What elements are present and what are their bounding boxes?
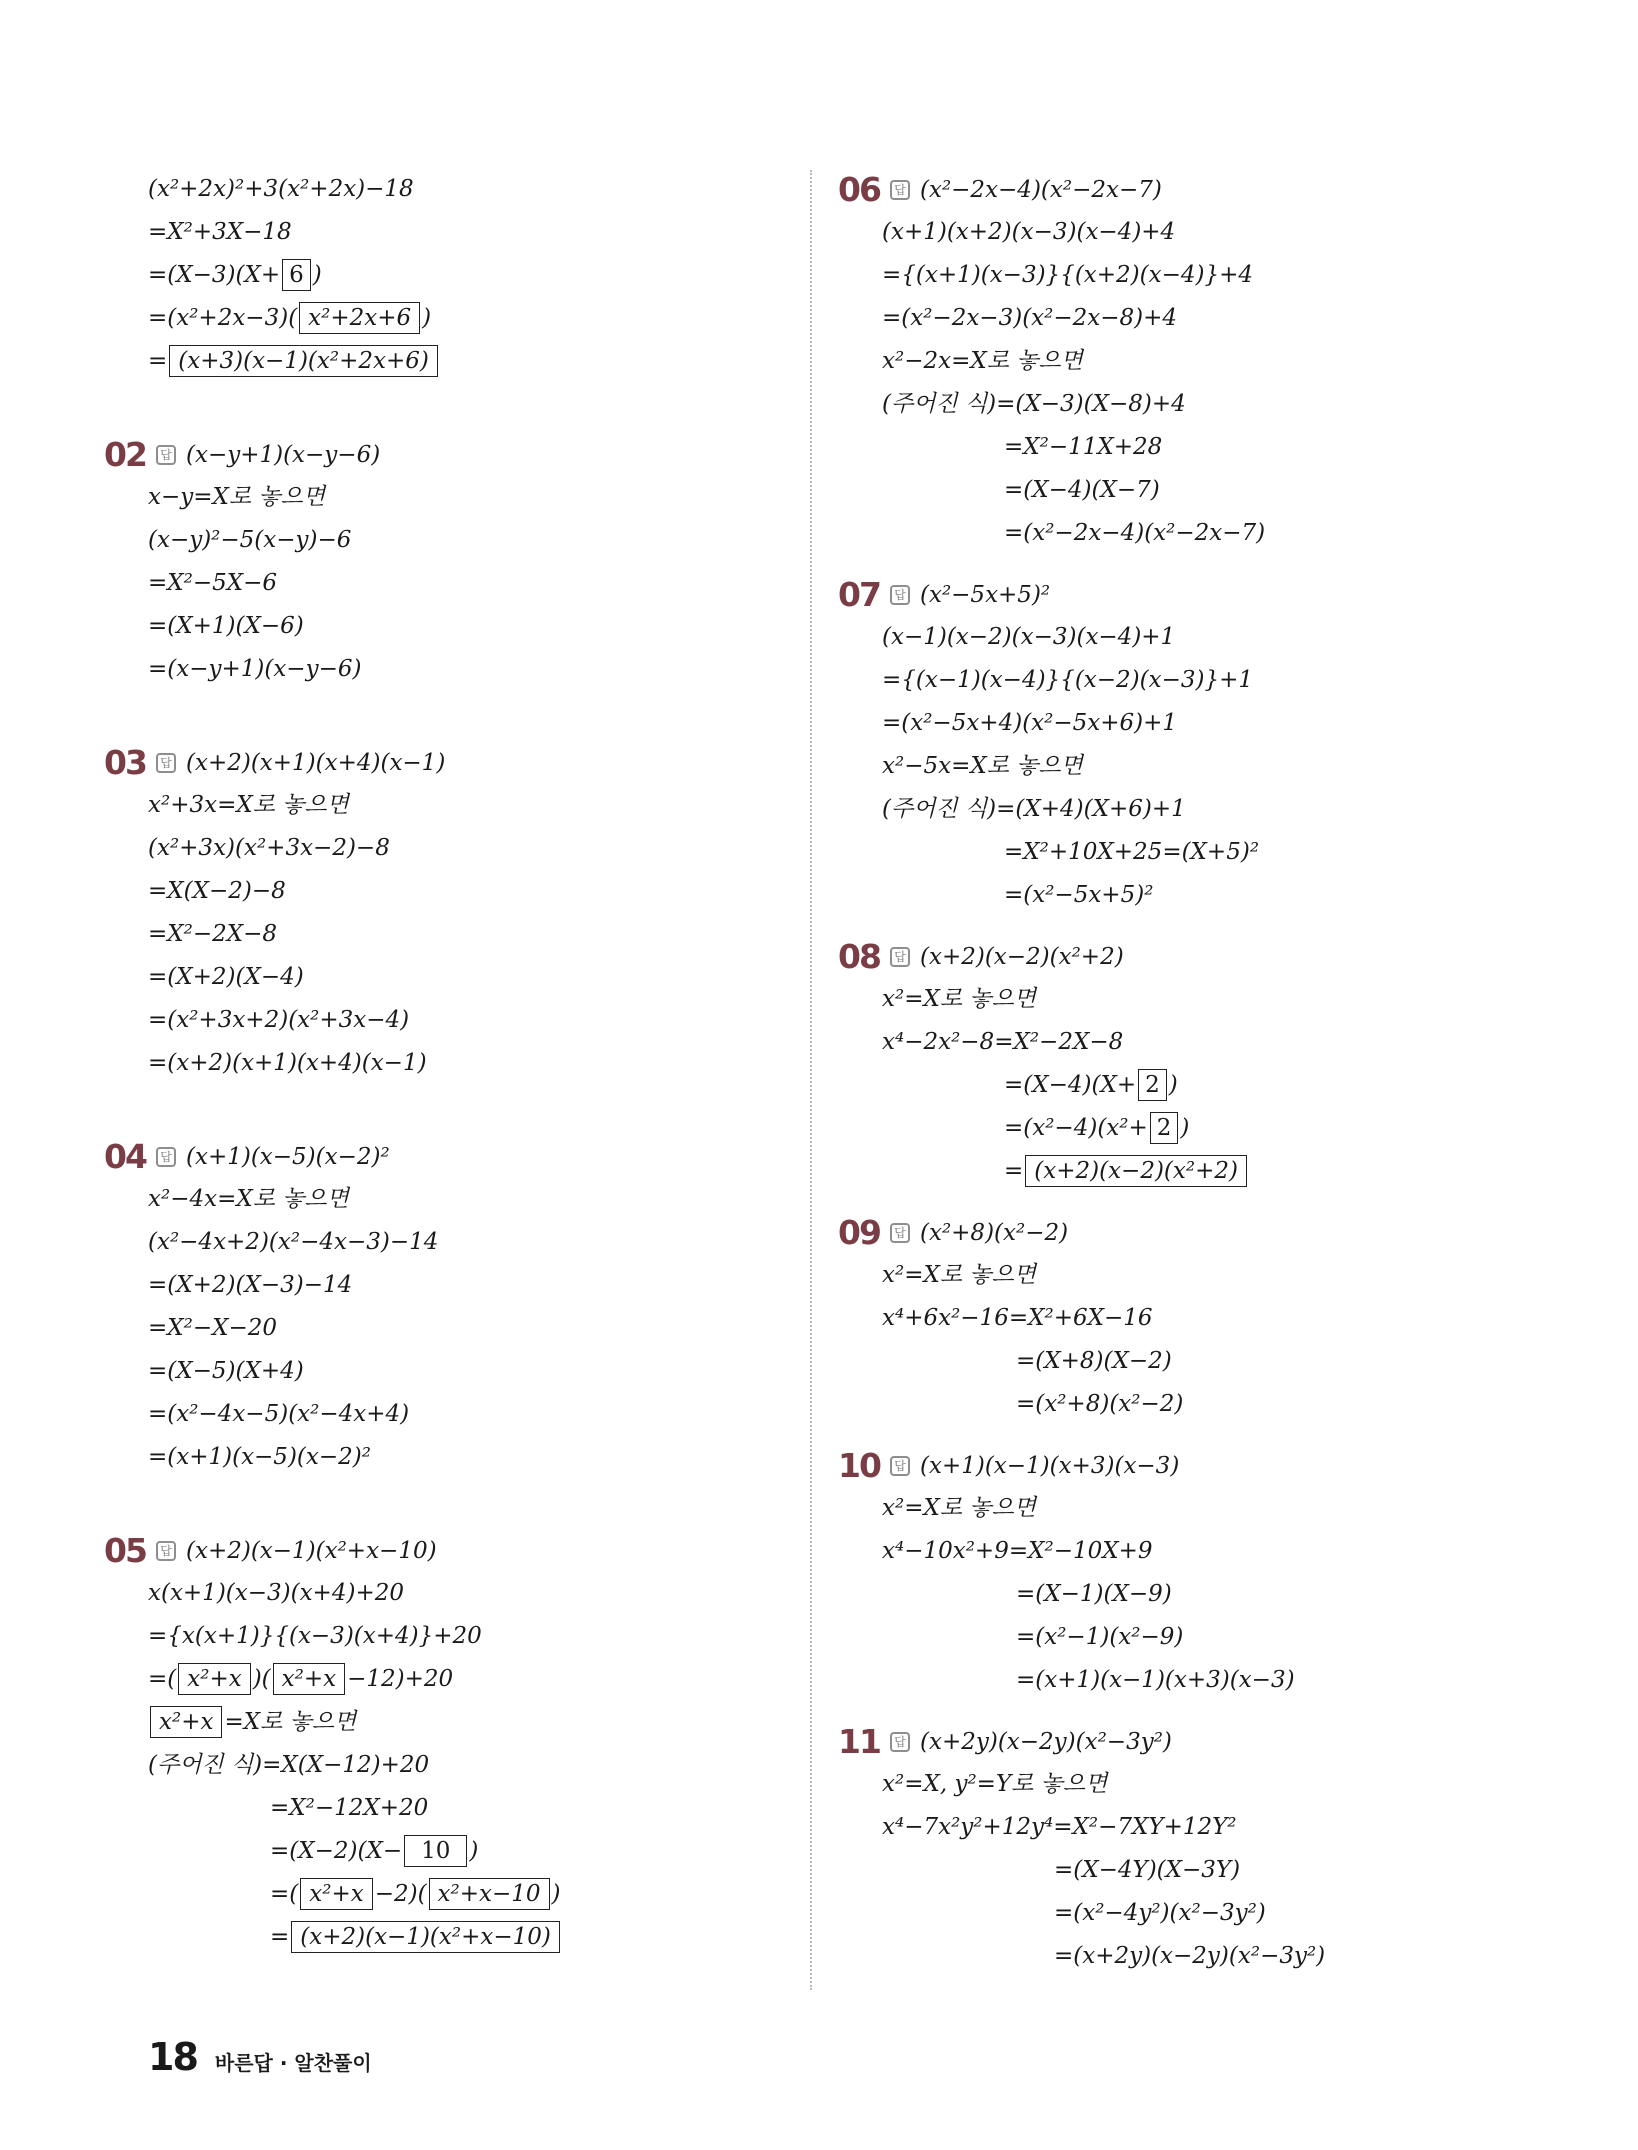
solution-line: x²=X로 놓으면	[882, 1262, 1037, 1288]
problem-10	[838, 1444, 1538, 1702]
solution-line: x(x+1)(x−3)(x+4)+20	[148, 1580, 404, 1606]
answer-mark-icon: 답	[156, 445, 176, 465]
answer-mark-icon: 답	[156, 753, 176, 773]
solution-line: =(x²−1)(x²−9)	[1016, 1624, 1184, 1650]
solution-line: =(x²−2x−4)(x²−2x−7)	[1004, 520, 1266, 546]
boxed-blank: 2	[1138, 1069, 1167, 1101]
solution-line: =(x²+8)(x²−2)	[1016, 1391, 1184, 1417]
problem-header	[104, 741, 788, 784]
solution-line	[270, 1830, 788, 1873]
solution-line: (x²+3x)(x²+3x−2)−8	[148, 835, 390, 861]
expr-part: =(	[270, 1881, 299, 1907]
expr-part: )	[469, 1838, 479, 1864]
solution-line	[1004, 1150, 1538, 1193]
solution-line: =(x²−4y²)(x²−3y²)	[1054, 1900, 1266, 1926]
solution-line	[148, 1658, 788, 1701]
solution-line: =X²−11X+28	[1004, 434, 1163, 460]
solution-line: x²−5x=X로 놓으면	[882, 753, 1083, 779]
solution-line: =(x²+3x+2)(x²+3x−4)	[148, 1007, 410, 1033]
problem-header	[104, 1135, 788, 1178]
answer-text: (x−y+1)(x−y−6)	[186, 441, 381, 468]
boxed-blank: x²+x	[150, 1706, 222, 1738]
boxed-blank: x²+x−10	[429, 1878, 550, 1910]
answer-text: (x+2)(x+1)(x+4)(x−1)	[186, 749, 446, 776]
solution-line: =X²−2X−8	[148, 921, 278, 947]
expr-part: =	[1004, 1158, 1024, 1184]
expr-part: =X로 놓으면	[224, 1709, 357, 1735]
solution-line: =(x+2y)(x−2y)(x²−3y²)	[1054, 1943, 1326, 1969]
solution-line	[270, 1916, 788, 1959]
expr-part: =(X−4)(X+	[1004, 1072, 1137, 1098]
boxed-blank: 10	[404, 1835, 467, 1867]
answer-text: (x+2y)(x−2y)(x²−3y²)	[920, 1728, 1172, 1755]
problem-01-continuation	[148, 168, 788, 383]
boxed-blank: x²+2x+6	[299, 302, 420, 334]
expr-part: −12)+20	[347, 1666, 454, 1692]
answer-mark-icon: 답	[890, 1732, 910, 1752]
problem-02	[104, 433, 788, 691]
problem-header	[104, 1529, 788, 1572]
problem-header	[838, 573, 1538, 616]
solution-line	[148, 254, 788, 297]
right-column	[838, 168, 1538, 1978]
solution-line	[148, 297, 788, 340]
solution-line: =(X−4Y)(X−3Y)	[1054, 1857, 1241, 1883]
solution-line: (주어진 식)=(X+4)(X+6)+1	[882, 796, 1186, 822]
solution-line: x⁴+6x²−16=X²+6X−16	[882, 1305, 1153, 1331]
problem-header	[838, 935, 1538, 978]
solution-line	[270, 1873, 788, 1916]
problem-09	[838, 1211, 1538, 1426]
answer-mark-icon: 답	[156, 1147, 176, 1167]
boxed-blank: 2	[1150, 1112, 1179, 1144]
solution-line: =(X−5)(X+4)	[148, 1358, 304, 1384]
solution-line: ={(x−1)(x−4)}{(x−2)(x−3)}+1	[882, 667, 1253, 693]
solution-line	[1004, 1107, 1538, 1150]
solution-line: (x−1)(x−2)(x−3)(x−4)+1	[882, 624, 1176, 650]
solution-line: =(x−y+1)(x−y−6)	[148, 656, 362, 682]
boxed-blank: 6	[282, 259, 311, 291]
solution-line	[1004, 1064, 1538, 1107]
solution-line: =X(X−2)−8	[148, 878, 286, 904]
answer-mark-icon: 답	[890, 1223, 910, 1243]
solution-line	[148, 1701, 788, 1744]
solution-line: x−y=X로 놓으면	[148, 484, 326, 510]
solution-line: (주어진 식)=(X−3)(X−8)+4	[882, 391, 1186, 417]
solution-line: =(x²−5x+4)(x²−5x+6)+1	[882, 710, 1178, 736]
problem-header	[838, 1444, 1538, 1487]
problem-number: 09	[838, 1213, 880, 1252]
page-footer	[148, 2035, 372, 2079]
solution-line: ={(x+1)(x−3)}{(x+2)(x−4)}+4	[882, 262, 1253, 288]
solution-line: =(X+2)(X−3)−14	[148, 1272, 353, 1298]
expr-part: )	[1168, 1072, 1178, 1098]
problem-number: 04	[104, 1137, 146, 1176]
problem-07	[838, 573, 1538, 917]
boxed-blank: x²+x	[273, 1663, 345, 1695]
expr-part: )(	[252, 1666, 271, 1692]
solution-line: =(X−1)(X−9)	[1016, 1581, 1172, 1607]
expr-part: )	[551, 1881, 561, 1907]
problem-number: 06	[838, 170, 880, 209]
answer-text: (x²−5x+5)²	[920, 581, 1051, 608]
answer-text: (x+1)(x−1)(x+3)(x−3)	[920, 1452, 1180, 1479]
problem-11	[838, 1720, 1538, 1978]
expr-part: =(X−3)(X+	[148, 262, 281, 288]
book-section-title: 바른답 · 알찬풀이	[214, 2051, 372, 2075]
answer-mark-icon: 답	[156, 1541, 176, 1561]
answer-text: (x+2)(x−1)(x²+x−10)	[186, 1537, 437, 1564]
solution-line: =(x²−4x−5)(x²−4x+4)	[148, 1401, 410, 1427]
solution-line: ={x(x+1)}{(x−3)(x+4)}+20	[148, 1623, 482, 1649]
problem-number: 11	[838, 1722, 880, 1761]
answer-mark-icon: 답	[890, 180, 910, 200]
solution-line: =(X+2)(X−4)	[148, 964, 304, 990]
solution-line: =X²+3X−18	[148, 219, 292, 245]
problem-header	[838, 1720, 1538, 1763]
solution-line: x²+3x=X로 놓으면	[148, 792, 349, 818]
problem-number: 05	[104, 1531, 146, 1570]
answer-mark-icon: 답	[890, 947, 910, 967]
solution-line: =X²−5X−6	[148, 570, 278, 596]
expr-part: =	[270, 1924, 290, 1950]
answer-text: (x+1)(x−5)(x−2)²	[186, 1143, 390, 1170]
answer-text: (x+2)(x−2)(x²+2)	[920, 943, 1124, 970]
problem-number: 07	[838, 575, 880, 614]
solution-line: x²−2x=X로 놓으면	[882, 348, 1083, 374]
solution-line: =(X+8)(X−2)	[1016, 1348, 1172, 1374]
expr-part: )	[1180, 1115, 1190, 1141]
problem-number: 03	[104, 743, 146, 782]
problem-05	[104, 1529, 788, 1959]
solution-line: =X²−X−20	[148, 1315, 278, 1341]
boxed-blank: (x+2)(x−1)(x²+x−10)	[291, 1921, 560, 1953]
problem-03	[104, 741, 788, 1085]
problem-08	[838, 935, 1538, 1193]
problem-header	[104, 433, 788, 476]
solution-line: (x−y)²−5(x−y)−6	[148, 527, 352, 553]
boxed-blank: (x+2)(x−2)(x²+2)	[1025, 1155, 1247, 1187]
boxed-blank: (x+3)(x−1)(x²+2x+6)	[169, 345, 438, 377]
expr-part: =(x²+2x−3)(	[148, 305, 298, 331]
problem-header	[838, 1211, 1538, 1254]
solution-line: =(x+2)(x+1)(x+4)(x−1)	[148, 1050, 427, 1076]
solution-line: =(x²−2x−3)(x²−2x−8)+4	[882, 305, 1178, 331]
solution-line: =(x+1)(x−1)(x+3)(x−3)	[1016, 1667, 1295, 1693]
solution-line: x²=X로 놓으면	[882, 986, 1037, 1012]
problem-04	[104, 1135, 788, 1479]
solution-line: x⁴−7x²y²+12y⁴=X²−7XY+12Y²	[882, 1814, 1237, 1840]
solution-line: (주어진 식)=X(X−12)+20	[148, 1752, 430, 1778]
problem-number: 02	[104, 435, 146, 474]
expr-part: =	[148, 348, 168, 374]
solution-line: x²=X로 놓으면	[882, 1495, 1037, 1521]
answer-mark-icon: 답	[890, 1456, 910, 1476]
problem-header	[838, 168, 1538, 211]
solution-line: (x²−4x+2)(x²−4x−3)−14	[148, 1229, 439, 1255]
solution-line: x²=X, y²=Y로 놓으면	[882, 1771, 1108, 1797]
expr-part: )	[422, 305, 432, 331]
solution-line: (x²+2x)²+3(x²+2x)−18	[148, 176, 414, 202]
answer-text: (x²−2x−4)(x²−2x−7)	[920, 176, 1162, 203]
answer-text: (x²+8)(x²−2)	[920, 1219, 1069, 1246]
solution-line: x²−4x=X로 놓으면	[148, 1186, 349, 1212]
left-column	[104, 168, 788, 1959]
solution-line: =(x²−5x+5)²	[1004, 882, 1154, 908]
column-divider	[810, 170, 812, 1990]
expr-part: )	[312, 262, 322, 288]
solution-line: =X²+10X+25=(X+5)²	[1004, 839, 1260, 865]
solution-line: x⁴−2x²−8=X²−2X−8	[882, 1029, 1124, 1055]
solution-line: =(X−4)(X−7)	[1004, 477, 1160, 503]
solution-line	[148, 340, 788, 383]
problem-06	[838, 168, 1538, 555]
expr-part: =(	[148, 1666, 177, 1692]
solution-line: x⁴−10x²+9=X²−10X+9	[882, 1538, 1153, 1564]
expr-part: =(x²−4)(x²+	[1004, 1115, 1148, 1141]
boxed-blank: x²+x	[178, 1663, 250, 1695]
boxed-blank: x²+x	[300, 1878, 372, 1910]
problem-number: 08	[838, 937, 880, 976]
solution-line: (x+1)(x+2)(x−3)(x−4)+4	[882, 219, 1176, 245]
answer-mark-icon: 답	[890, 585, 910, 605]
expr-part: −2)(	[374, 1881, 427, 1907]
problem-number: 10	[838, 1446, 880, 1485]
solution-line: =(X+1)(X−6)	[148, 613, 304, 639]
page-number: 18	[148, 2035, 197, 2079]
solution-line: =X²−12X+20	[270, 1795, 429, 1821]
expr-part: =(X−2)(X−	[270, 1838, 403, 1864]
solution-line: =(x+1)(x−5)(x−2)²	[148, 1444, 371, 1470]
